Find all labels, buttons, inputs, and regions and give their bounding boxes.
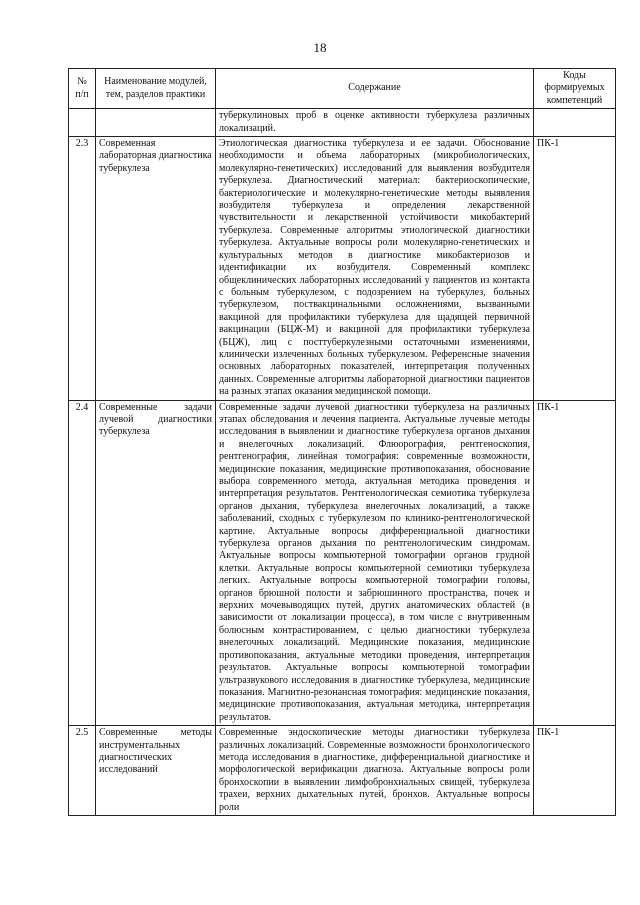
row-module-name: Современная лабораторная диагностика туберкулеза (96, 137, 216, 401)
table-header-row (69, 69, 616, 109)
row-competency-code: ПК-1 (534, 400, 616, 726)
row-competency-code: ПК-1 (534, 137, 616, 401)
row-content: Этиологическая диагностика туберкулеза и ее задачи. Обоснование необходимости и объема лабораторных (микробиологических, молекулярно-генетических) исследований для выявления возбудителя туберкулеза. Диагностический материал: бактериоскопические, бактериологические и молекулярно-генетические методы выявления возбудителя туберкулеза и определения лекарственной чувствительности и лекарственной устойчивости микобактерий туберкулеза. Современные алгоритмы этиологической диагностики туберкулеза. Актуальные вопросы роли молекулярно-генетических и культуральных методов в диагностике микобактериозов и идентификации их возбудителя. Современный комплекс общеклинических лабораторных исследований у пациентов из контакта с больным туберкулезом, с подозрением на туберкулез, больных туберкулезом, поствакцинальными осложнениями, вызванными вакциной для профилактики туберкулеза для щадящей первичной вакцинации (БЦЖ-М) и вакциной для профилактики туберкулеза (БЦЖ), лиц с посттуберкулезными остаточными изменениями, клинически излеченных больных туберкулезом. Референсные значения основных лабораторных показателей, интерпретация полученных данных. Современные алгоритмы лабораторной диагностики пациентов на разных этапах оказания медицинской помощи. (216, 137, 534, 401)
page-number: 18 (313, 40, 327, 55)
row-module-name: Современные задачи лучевой диагностики туберкулеза (96, 400, 216, 726)
row-content: Современные эндоскопические методы диагностики туберкулеза различных локализаций. Современные возможности бронхологического метода исследования в диагностике, дифференциальной диагностике и морфологической верификации диагноза. Актуальные вопросы роли бронхоскопии в выявлении лимфобронхиальных свищей, туберкулеза трахеи, верхних дыхательных путей, бронхов. Актуальные вопросы роли (216, 726, 534, 816)
row-number (69, 109, 96, 137)
header-number: № п/п (69, 69, 96, 109)
header-module-name: Наименование модулей, тем, разделов практики (96, 69, 216, 109)
table-row (69, 137, 616, 401)
row-number: 2.3 (69, 137, 96, 401)
row-content: туберкулиновых проб в оценке активности туберкулеза различных локализаций. (216, 109, 534, 137)
table-row (69, 400, 616, 726)
row-number: 2.4 (69, 400, 96, 726)
row-competency-code (534, 109, 616, 137)
row-module-name (96, 109, 216, 137)
header-content: Содержание (216, 69, 534, 109)
header-competency-codes: Коды формируемых компетенций (534, 69, 616, 109)
curriculum-table (68, 68, 616, 816)
row-content: Современные задачи лучевой диагностики туберкулеза на различных этапах обследования и лечения пациента. Актуальные лучевые методы исследования в выявлении и диагностике туберкулеза органов дыхания и внелегочных локализаций. Флюорография, рентгеноскопия, рентгенография, линейная томография: современные возможности, медицинские показания, медицинские противопоказания, обоснование выбора современного метода, актуальная методика проведения и интерпретация результатов. Рентгенологическая семиотика туберкулеза органов дыхания, туберкулеза внелегочных локализаций, а также заболеваний, сходных с туберкулезом по клинико-рентгенологической картине. Актуальные вопросы дифференциальной диагностики туберкулеза органов дыхания по рентгенологическим синдромам. Актуальные вопросы компьютерной томографии органов грудной клетки. Актуальные вопросы компьютерной семиотики туберкулеза легких. Актуальные вопросы компьютерной томографии головы, органов брюшной полости и забрюшинного пространства, почек и верхних мочевыводящих путей, других анатомических областей (в зависимости от локализации процесса), в том числе с внутривенным болюсным контрастированием, с целью диагностики туберкулеза внелегочных локализаций. Медицинские показания, медицинские противопоказания, актуальные методики проведения, интерпретация результатов. Актуальные вопросы компьютерной томографии ультразвукового исследования в диагностике туберкулеза, медицинские показания. Магнитно-резонансная томография: медицинские показания, медицинские противопоказания, актуальная методика, интерпретация результатов. (216, 400, 534, 726)
row-number: 2.5 (69, 726, 96, 816)
table-row (69, 726, 616, 816)
row-competency-code: ПК-1 (534, 726, 616, 816)
table-row (69, 109, 616, 137)
row-module-name: Современные методы инструментальных диагностических исследований (96, 726, 216, 816)
